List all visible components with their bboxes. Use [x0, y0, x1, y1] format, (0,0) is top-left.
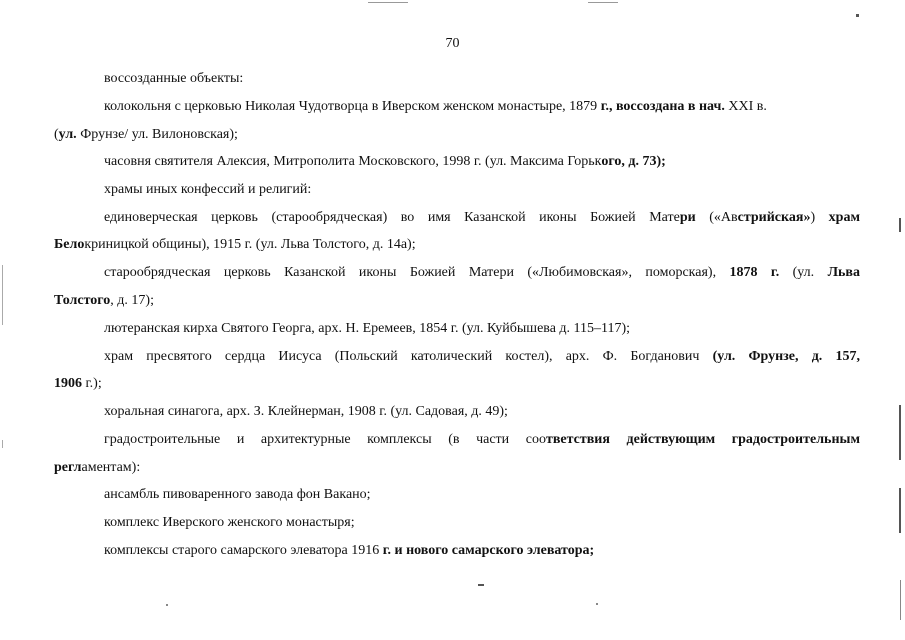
text-line	[104, 348, 860, 366]
text-line	[54, 126, 238, 144]
text-line	[104, 264, 860, 282]
text-line	[104, 153, 666, 171]
text-line	[54, 292, 154, 310]
text-run: XXI в.	[724, 99, 767, 114]
text-line	[54, 375, 102, 393]
text-run: аментам):	[81, 460, 141, 475]
text-line	[104, 209, 860, 227]
text-run: Фрунзе/ ул. Вилоновская);	[76, 127, 238, 142]
scan-artifact-right-edge-2	[899, 405, 901, 460]
scan-artifact-left-edge-1	[2, 265, 3, 325]
text-run-bold: ого, д. 73);	[601, 154, 666, 169]
text-run-bold: тветствия действующим градостроительным	[545, 432, 860, 447]
text-line	[104, 320, 630, 338]
scan-artifact-top-dash-right	[588, 2, 618, 3]
text-run: (ул.	[779, 265, 828, 280]
text-line	[104, 514, 355, 532]
text-run: часовня святителя Алексия, Митрополита Московского, 1998 г. (ул. Максима Горьк	[104, 154, 602, 169]
text-run: храм пресвятого сердца Иисуса (Польский католический костел), арх. Ф. Богданович	[104, 349, 713, 364]
scan-artifact-top-dash-left	[368, 2, 408, 3]
text-run: колокольня с церковью Николая Чудотворца в Иверском женском монастыре, 1879	[104, 99, 601, 114]
text-run: градостроительные и архитектурные комплексы (в части соо	[104, 432, 546, 447]
text-run-bold: стрийская»	[737, 210, 811, 225]
text-run-bold: Бело	[54, 237, 85, 252]
text-run: криницкой общины), 1915 г. (ул. Льва Толстого, д. 14а);	[84, 237, 416, 252]
text-run-bold: храм	[828, 210, 860, 225]
text-run: храмы иных конфессий и религий:	[104, 182, 312, 197]
text-run: единоверческая церковь (старообрядческая) во имя Казанской иконы Божией Мате	[104, 210, 680, 225]
scan-artifact-right-edge-4	[900, 580, 901, 620]
text-line	[104, 70, 243, 88]
text-run: хоральная синагога, арх. З. Клейнерман, 1908 г. (ул. Садовая, д. 49);	[104, 404, 508, 419]
text-run-bold: ри	[679, 210, 696, 225]
text-run-bold: г. и нового самарского элеватора;	[382, 543, 595, 558]
scan-artifact-bottom-dot-2	[596, 603, 598, 605]
scan-artifact-top-right-dot	[856, 14, 859, 17]
text-line	[104, 542, 594, 560]
text-run-bold: Льва	[827, 265, 860, 280]
text-line	[54, 236, 416, 254]
text-run: старообрядческая церковь Казанской иконы Божией Матери («Любимовская», поморская),	[104, 265, 730, 280]
scan-artifact-bottom-mark	[478, 584, 484, 586]
text-run-bold: 1878 г.	[729, 265, 780, 280]
text-run: лютеранская кирха Святого Георга, арх. Н. Еремеев, 1854 г. (ул. Куйбышева д. 115–117);	[104, 321, 631, 336]
text-run: г.);	[82, 376, 102, 391]
text-run-bold: 1906	[54, 376, 82, 391]
text-run: («Ав	[695, 210, 738, 225]
text-run: комплексы старого самарского элеватора 1916	[104, 543, 383, 558]
scan-artifact-right-edge-1	[899, 218, 901, 232]
text-line	[54, 459, 140, 477]
text-line	[104, 403, 508, 421]
text-run: , д. 17);	[110, 293, 154, 308]
text-run-bold: Толстого	[54, 293, 111, 308]
text-run-bold: (ул. Фрунзе, д. 157,	[712, 349, 860, 364]
text-line	[104, 181, 311, 199]
text-run: (	[54, 127, 59, 142]
text-run: ансамбль пивоваренного завода фон Вакано;	[104, 487, 371, 502]
text-line	[104, 431, 860, 449]
text-run: воссозданные объекты:	[104, 71, 244, 86]
text-run: )	[810, 210, 829, 225]
text-line	[104, 486, 371, 504]
text-line	[104, 98, 767, 116]
page-number: 70	[445, 36, 460, 51]
text-run: комплекс Иверского женского монастыря;	[104, 515, 355, 530]
scan-artifact-right-edge-3	[899, 488, 901, 533]
scan-artifact-left-edge-2	[2, 440, 3, 448]
text-run-bold: ул.	[58, 127, 77, 142]
scan-artifact-bottom-dot-1	[166, 604, 168, 606]
text-run-bold: г., воссоздана в нач.	[600, 99, 725, 114]
text-run-bold: регл	[54, 460, 82, 475]
